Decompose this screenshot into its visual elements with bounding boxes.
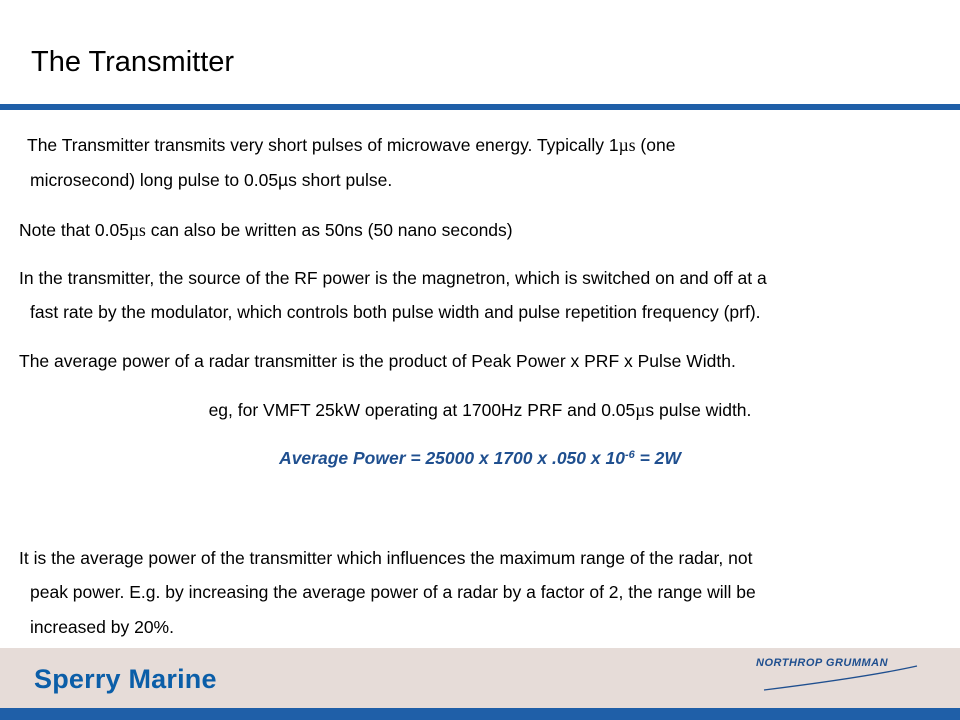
paragraph-2-text-a: Note that 0.05	[19, 220, 129, 240]
paragraph-2	[19, 213, 513, 247]
paragraph-6-line-1: It is the average power of the transmitter which influences the maximum range of the radar, not	[19, 548, 753, 568]
slide-title: The Transmitter	[31, 46, 235, 78]
paragraph-3-line-2: fast rate by the modulator, which controls both pulse width and pulse repetition frequency (prf).	[30, 302, 761, 322]
paragraph-1-text-a: The Transmitter transmits very short pulses of microwave energy. Typically 1	[27, 135, 619, 155]
paragraph-2-micro-symbol: µs	[128, 220, 146, 240]
paragraph-6-line-2: peak power. E.g. by increasing the average power of a radar by a factor of 2, the range will be	[30, 582, 756, 602]
paragraph-4: The average power of a radar transmitter is the product of Peak Power x PRF x Pulse Width.	[19, 351, 736, 371]
paragraph-6-line-3: increased by 20%.	[30, 617, 174, 637]
paragraph-5-text-b: s pulse width.	[645, 400, 752, 420]
paragraph-1-micro-symbol: µs	[618, 135, 636, 155]
paragraph-3-line-1: In the transmitter, the source of the RF power is the magnetron, which is switched on and off at a	[19, 268, 767, 288]
paragraph-1-line-1	[27, 128, 675, 162]
formula-text-b: = 2W	[634, 448, 681, 468]
formula-exponent: -6	[624, 449, 635, 461]
average-power-formula	[0, 441, 960, 475]
paragraph-5	[0, 393, 960, 427]
title-divider	[0, 104, 960, 110]
paragraph-1-text-b: (one	[635, 135, 676, 155]
footer-bottom-bar	[0, 708, 960, 720]
paragraph-2-text-b: can also be written as 50ns (50 nano seconds)	[145, 220, 513, 240]
formula-text-a: Average Power = 25000 x 1700 x .050 x 10	[279, 448, 625, 468]
paragraph-5-text-a: eg, for VMFT 25kW operating at 1700Hz PRF and 0.05	[208, 400, 636, 420]
paragraph-1-line-2: microsecond) long pulse to 0.05µs short pulse.	[30, 170, 393, 190]
northrop-grumman-wordmark: NORTHROP GRUMMAN	[756, 657, 889, 669]
paragraph-5-micro-symbol: µ	[635, 400, 646, 420]
northrop-grumman-swoosh-icon	[752, 654, 922, 694]
northrop-grumman-logo	[752, 654, 922, 694]
sperry-marine-logo: Sperry Marine	[34, 664, 217, 694]
